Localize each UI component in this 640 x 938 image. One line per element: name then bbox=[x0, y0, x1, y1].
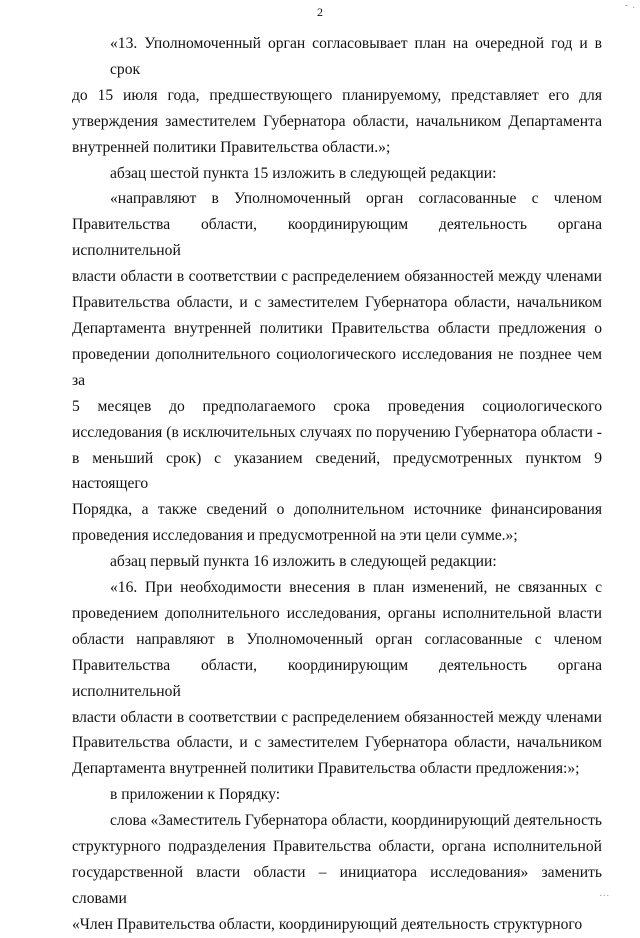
text-line: власти области в соответствии с распределением обязанностей между членами bbox=[72, 268, 602, 286]
text-line: «16. При необходимости внесения в план изменений, не связанных с bbox=[110, 579, 602, 597]
text-line: 5 месяцев до предполагаемого срока проведения социологического bbox=[72, 397, 602, 415]
text-line: проведения исследования и предусмотренной на эти цели сумме.»; bbox=[72, 527, 518, 545]
text-line: «направляют в Уполномоченный орган согласованные с членом bbox=[110, 190, 602, 208]
text-line: проведении дополнительного социологического исследования не позднее чем за bbox=[72, 345, 602, 389]
text-line: структурного подразделения Правительства области, органа исполнительной bbox=[72, 838, 602, 856]
text-line: власти области в соответствии с распределением обязанностей между членами bbox=[72, 708, 602, 726]
text-line: абзац первый пункта 16 изложить в следующей редакции: bbox=[110, 553, 497, 571]
text-line: абзац шестой пункта 15 изложить в следующей редакции: bbox=[110, 164, 497, 182]
text-line: Порядка, а также сведений о дополнительном источнике финансирования bbox=[72, 501, 602, 519]
text-line: государственной власти области – инициатора исследования» заменить словами bbox=[72, 864, 602, 907]
paragraph bbox=[72, 161, 602, 187]
text-line: Департамента внутренней политики Правительства области предложения о bbox=[72, 319, 602, 337]
paragraph bbox=[72, 186, 602, 549]
page-number: 2 bbox=[317, 5, 323, 19]
text-line: Правительства области, координирующим деятельность органа исполнительной bbox=[72, 656, 602, 700]
document-body bbox=[72, 31, 602, 938]
paragraph bbox=[72, 808, 602, 938]
text-line: в приложении к Порядку: bbox=[110, 786, 281, 804]
paragraph bbox=[72, 31, 602, 161]
scan-mark-top: - . bbox=[624, 0, 636, 11]
text-line: проведением дополнительного исследования, органы исполнительной власти bbox=[72, 604, 602, 622]
text-line: внутренней политики Правительства области.»; bbox=[72, 138, 391, 156]
text-line: области направляют в Уполномоченный орган согласованные с членом bbox=[72, 630, 602, 648]
text-line: Департамента внутренней политики Правительства области предложения:»; bbox=[72, 760, 580, 778]
scan-mark-bottom: ... bbox=[599, 888, 610, 899]
text-line: Правительства области, и с заместителем Губернатора области, начальником bbox=[72, 294, 602, 312]
paragraph bbox=[72, 782, 602, 808]
text-line: Правительства области, координирующим деятельность органа исполнительной bbox=[72, 216, 602, 260]
text-line: в меньший срок) с указанием сведений, предусмотренных пунктом 9 настоящего bbox=[72, 449, 602, 493]
text-line: Правительства области, и с заместителем Губернатора области, начальником bbox=[72, 734, 602, 752]
text-line: слова «Заместитель Губернатора области, координирующий деятельность bbox=[110, 812, 602, 830]
text-line: «13. Уполномоченный орган согласовывает план на очередной год и в срок bbox=[110, 35, 602, 78]
text-line: «Член Правительства области, координирующий деятельность структурного bbox=[72, 915, 583, 933]
text-line: утверждения заместителем Губернатора области, начальником Департамента bbox=[72, 112, 602, 130]
text-line: до 15 июля года, предшествующего планируемому, представляет его для bbox=[72, 86, 602, 104]
paragraph bbox=[72, 549, 602, 575]
paragraph bbox=[72, 575, 602, 782]
text-line: исследования (в исключительных случаях по поручению Губернатора области - bbox=[72, 423, 602, 441]
